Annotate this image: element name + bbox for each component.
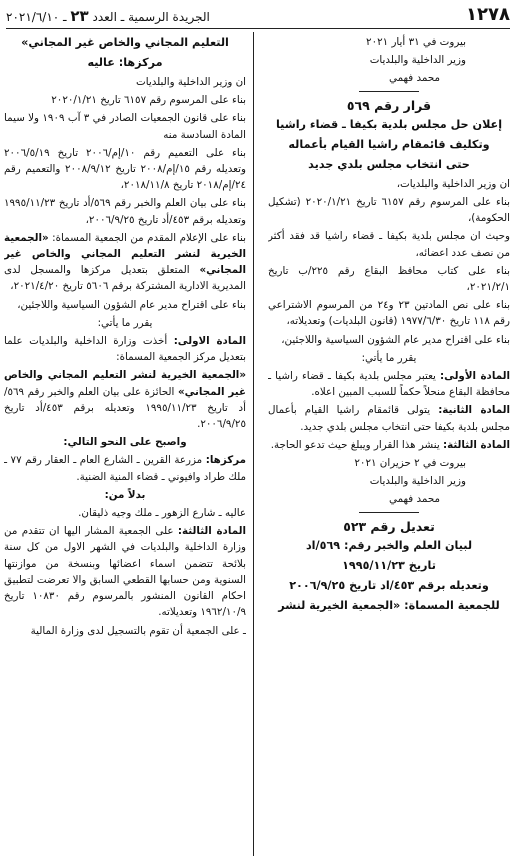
- page-number: ١٢٧٨: [466, 4, 510, 25]
- decision-heading: قرار رقم ٥٦٩: [346, 97, 432, 113]
- new-hq: [4, 452, 246, 484]
- issue-number: ٢٣: [70, 7, 89, 25]
- became-line: واصبح على النحو التالي:: [63, 436, 187, 449]
- place-date: بيروت في ٢ حزيران ٢٠٢١: [354, 457, 466, 470]
- association-name: «الجمعية الخيرية لنشر التعليم المجاني والخاص غير المجاني»: [4, 369, 246, 398]
- paragraph: بناء على التعميم رقم ١٠/إم/٢٠٠٦ تاريخ ٢٠٠٦/٥/١٩ وتعديله رقم ١٥/إم/٢٠٠٨ تاريخ ٢٠٠٨/٩/١٢ والتعميم رقم ٢٤/إم/٢٠١٨ تاريخ ٢٠١٨/١١/٨،: [4, 146, 246, 192]
- paragraph: ـ على الجمعية أن تقوم بالتسجيل لدى وزارة المالية: [30, 624, 246, 637]
- paragraph: بناء على قانون الجمعيات الصادر في ٣ آب ١٩٠٩ ولا سيما المادة السادسة منه: [4, 112, 246, 141]
- paragraph: وحيث ان مجلس بلدية بكيفا ـ قضاء راشيا قد فقد أكثر من نصف عدد اعضائه،: [268, 230, 510, 259]
- decision-title-line: حتى انتخاب مجلس بلدي جديد: [308, 157, 470, 171]
- decides-line: يقرر ما يأتي:: [97, 316, 153, 329]
- article-label: المادة الاولى:: [173, 335, 246, 348]
- decision-title-line: وتكليف قائمقام راشيا القيام بأعماله: [288, 137, 490, 151]
- amendment-title-line: لبيان العلم والخبر رقم: ٥٦٩/اد: [305, 538, 473, 552]
- gazette-name: الجريدة الرسمية: [128, 10, 210, 24]
- continued-title-line: التعليم المجاني والخاص غير المجاني»: [21, 36, 229, 49]
- top-signer-name: محمد فهمي: [389, 72, 440, 85]
- paragraph: ان وزير الداخلية والبلديات: [136, 76, 246, 88]
- separator-rule: [359, 512, 419, 513]
- amendment-heading: تعديل رقم ٥٢٣: [343, 518, 435, 534]
- article: [4, 367, 246, 432]
- association-name: «الجمعية الخيرية لنشر التعليم المجاني والخاص غير المجاني»: [4, 231, 246, 277]
- paragraph-text: بناء على الإعلام المقدم من الجمعية المسماة:: [52, 231, 246, 244]
- issue-date: ٢٠٢١/٦/١٠: [6, 10, 60, 24]
- amendment-title-line: للجمعية المسماة: «الجمعية الخيرية لنشر: [278, 598, 500, 612]
- signer-title: وزير الداخلية والبلديات: [369, 475, 466, 488]
- article-text: الحائزة على بيان العلم والخبر رقم ٥٦٩/أد تاريخ ١٩٩٥/١١/٢٣ وتعديله برقم ٤٥٣/أد تاريخ ٢٠٠٦/٩/٢٥.: [4, 385, 246, 431]
- paragraph: بناء على اقتراح مدير عام الشؤون السياسية واللاجئين،: [17, 298, 246, 311]
- article: [268, 402, 510, 434]
- article-text: يعتبر مجلس بلدية بكيفا ـ قضاء راشيا ـ محافظة البقاع منحلاً حكماً للسبب المبين اعلاه.: [268, 370, 510, 399]
- separator-rule: [359, 91, 419, 92]
- article-text: يتولى قائمقام راشيا القيام بأعمال مجلس بلدية بكيفا حتى انتخاب مجلس بلدي جديد.: [268, 404, 510, 433]
- decision-title-line: إعلان حل مجلس بلدية بكيفا ـ قضاء راشيا: [275, 117, 503, 131]
- amendment-title-line: تاريخ ١٩٩٥/١١/٢٣: [342, 558, 436, 572]
- hq-label: مركزها:: [205, 454, 246, 467]
- issue-label: العدد: [92, 10, 117, 24]
- article: [4, 333, 246, 365]
- signer-name: محمد فهمي: [389, 493, 440, 506]
- paragraph: [4, 230, 246, 295]
- gazette-header-title: الجريدة الرسمية ـ العدد ٢٣ ـ ٢٠٢١/٦/١٠: [6, 7, 210, 25]
- paragraph: بناء على المرسوم رقم ٦١٥٧ تاريخ ٢٠٢٠/١/٢١ (تشكيل الحكومة)،: [268, 196, 510, 225]
- paragraph: بناء على اقتراح مدير عام الشؤون السياسية واللاجئين،: [281, 333, 510, 346]
- article-text: أخذت وزارة الداخلية والبلديات علما بتعديل مركز الجمعية المسماة:: [4, 335, 246, 364]
- article: [268, 437, 510, 453]
- right-column: [268, 34, 510, 854]
- left-column: [4, 34, 246, 854]
- article-label: المادة الأولى:: [440, 370, 510, 383]
- article-text: على الجمعية المشار اليها ان تتقدم من وزارة الداخلية والبلديات في الشهر الاول من كل سنة بلائحة تتضمن اسماء اعضائها وبنسخة من موازنتها السنوية ومن حسابها القطعي السابق والا تعرضت لتطبيق احكام القانون المنشور بالمرسوم رقم ١٠٨٣٠ تاريخ ١٩٦٢/١٠/٩ وتعديلاته.: [4, 525, 246, 619]
- paragraph: بناء على نص المادتين ٢٣ و٢٤ من المرسوم الاشتراعي رقم ١١٨ تاريخ ١٩٧٧/٦/٣٠ (قانون البلديات) وتعديلاته،: [268, 299, 510, 328]
- column-divider: [253, 32, 254, 856]
- paragraph-text: المتعلق بتعديل مركزها والمسجل لدى المديرية الادارية المشتركة برقم ٥٦٠٦ تاريخ ٢٠٢١/٤/٢٠،: [4, 264, 246, 293]
- article: [4, 523, 246, 620]
- article-label: المادة الثالثة:: [177, 525, 246, 538]
- instead-line: بدلاً من:: [104, 488, 146, 501]
- continued-title-line: مركزها: عاليه: [87, 56, 163, 69]
- article-label: المادة الثالثة:: [442, 438, 510, 451]
- article-text: ينشر هذا القرار ويبلغ حيث تدعو الحاجة.: [270, 438, 440, 451]
- paragraph: بناء على المرسوم رقم ٦١٥٧ تاريخ ٢٠٢٠/١/٢١: [51, 94, 246, 107]
- paragraph: ان وزير الداخلية والبلديات،: [396, 177, 510, 190]
- article-label: المادة الثانية:: [438, 404, 510, 417]
- amendment-title-line: وتعديله برقم ٤٥٣/اد تاريخ ٢٠٠٦/٩/٢٥: [289, 578, 489, 592]
- decides-line: يقرر ما يأتي:: [361, 351, 417, 364]
- top-signer-title: وزير الداخلية والبلديات: [369, 54, 466, 67]
- hq-text: مزرعة القرين ـ الشارع العام ـ العقار رقم ٧٧ ـ ملك طراد وافيوني ـ قضاء المنية الضنية.: [4, 454, 246, 483]
- paragraph: بناء على بيان العلم والخبر رقم ٥٦٩/أد تاريخ ١٩٩٥/١١/٢٣ وتعديله برقم ٤٥٣/أد تاريخ ٢٠٠٦/٩/٢٥،: [4, 197, 246, 226]
- old-hq: عاليه ـ شارع الزهور ـ ملك وجيه ذليقان.: [78, 507, 246, 520]
- article: [268, 368, 510, 400]
- page-header: [6, 4, 510, 29]
- paragraph: بناء على كتاب محافظ البقاع رقم ٢٢٥/ب تاريخ ٢٠٢١/٢/١،: [268, 264, 510, 294]
- top-place-date: بيروت في ٣١ أيار ٢٠٢١: [366, 36, 466, 48]
